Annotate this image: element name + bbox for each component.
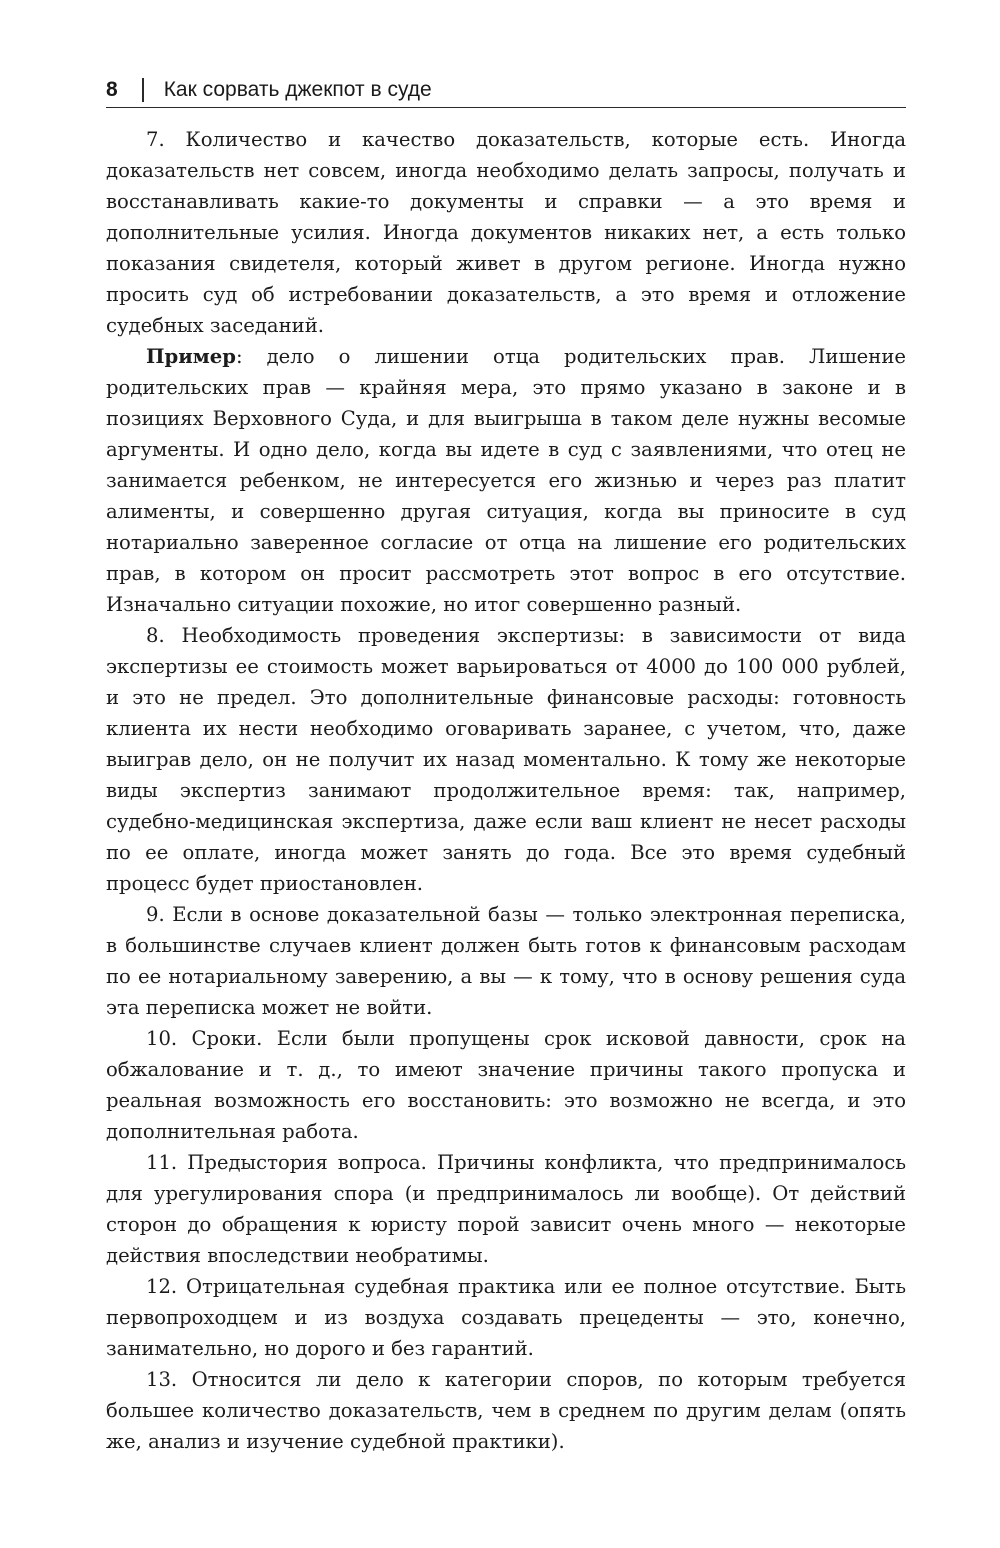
page-number: 8 <box>106 77 119 101</box>
paragraph-lead-example: Пример <box>146 345 236 368</box>
paragraph-text: 13. Относится ли дело к категории споров, по которым требуется большее количество доказательств, чем в среднем по другим делам (опять же, анализ и изучение судебной практики). <box>106 1368 906 1453</box>
paragraph-item-13 <box>106 1364 906 1457</box>
paragraph-example <box>106 341 906 620</box>
paragraph-item-8 <box>106 620 906 899</box>
paragraph-item-7 <box>106 124 906 341</box>
paragraph-text: 10. Сроки. Если были пропущены срок исковой давности, срок на обжалование и т. д., то имеют значение причины такого пропуска и реальная возможность его восстановить: это возможно не всегда, и это дополнительная работа. <box>106 1027 906 1143</box>
paragraph-text: 11. Предыстория вопроса. Причины конфликта, что предпринималось для урегулирования спора (и предпринималось ли вообще). От действий сторон до обращения к юристу порой зависит очень много — некоторые действия впоследствии необратимы. <box>106 1151 906 1267</box>
running-header <box>106 74 906 108</box>
paragraph-item-10 <box>106 1023 906 1147</box>
header-divider <box>142 78 144 102</box>
book-title: Как сорвать джекпот в суде <box>163 77 432 101</box>
paragraph-item-11 <box>106 1147 906 1271</box>
paragraph-item-9 <box>106 899 906 1023</box>
paragraph-item-12 <box>106 1271 906 1364</box>
paragraph-text: 9. Если в основе доказательной базы — только электронная переписка, в большинстве случаев клиент должен быть готов к финансовым расходам по ее нотариальному заверению, а вы — к тому, что в основу решения суда эта переписка может не войти. <box>106 903 906 1019</box>
body-text <box>106 124 906 1457</box>
paragraph-text: 8. Необходимость проведения экспертизы: в зависимости от вида экспертизы ее стоимость может варьироваться от 4000 до 100 000 рублей, и это не предел. Это дополнительные финансовые расходы: готовность клиента их нести необходимо оговаривать заранее, с учетом, что, даже выиграв дело, он не получит их назад моментально. К тому же некоторые виды экспертиз занимают продолжительное время: так, например, судебно-медицинская экспертиза, даже если ваш клиент не несет расходы по ее оплате, иногда может занять до года. Все это время судебный процесс будет приостановлен. <box>106 624 906 895</box>
paragraph-text: 7. Количество и качество доказательств, которые есть. Иногда доказательств нет совсем, иногда необходимо делать запросы, получать и восстанавливать какие-то документы и справки — а это время и дополнительные усилия. Иногда документов никаких нет, а есть только показания свидетеля, который живет в другом регионе. Иногда нужно просить суд об истребовании доказательств, а это время и отложение судебных заседаний. <box>106 128 906 337</box>
paragraph-text: : дело о лишении отца родительских прав. Лишение родительских прав — крайняя мера, это прямо указано в законе и в позициях Верховного Суда, и для выигрыша в таком деле нужны весомые аргументы. И одно дело, когда вы идете в суд с заявлениями, что отец не занимается ребенком, не интересуется его жизнью и через раз платит алименты, и совершенно другая ситуация, когда вы приносите в суд нотариально заверенное согласие от отца на лишение его родительских прав, в котором он просит рассмотреть этот вопрос в его отсутствие. Изначально ситуации похожие, но итог совершенно разный. <box>106 345 906 616</box>
paragraph-text: 12. Отрицательная судебная практика или ее полное отсутствие. Быть первопроходцем и из воздуха создавать прецеденты — это, конечно, занимательно, но дорого и без гарантий. <box>106 1275 906 1360</box>
